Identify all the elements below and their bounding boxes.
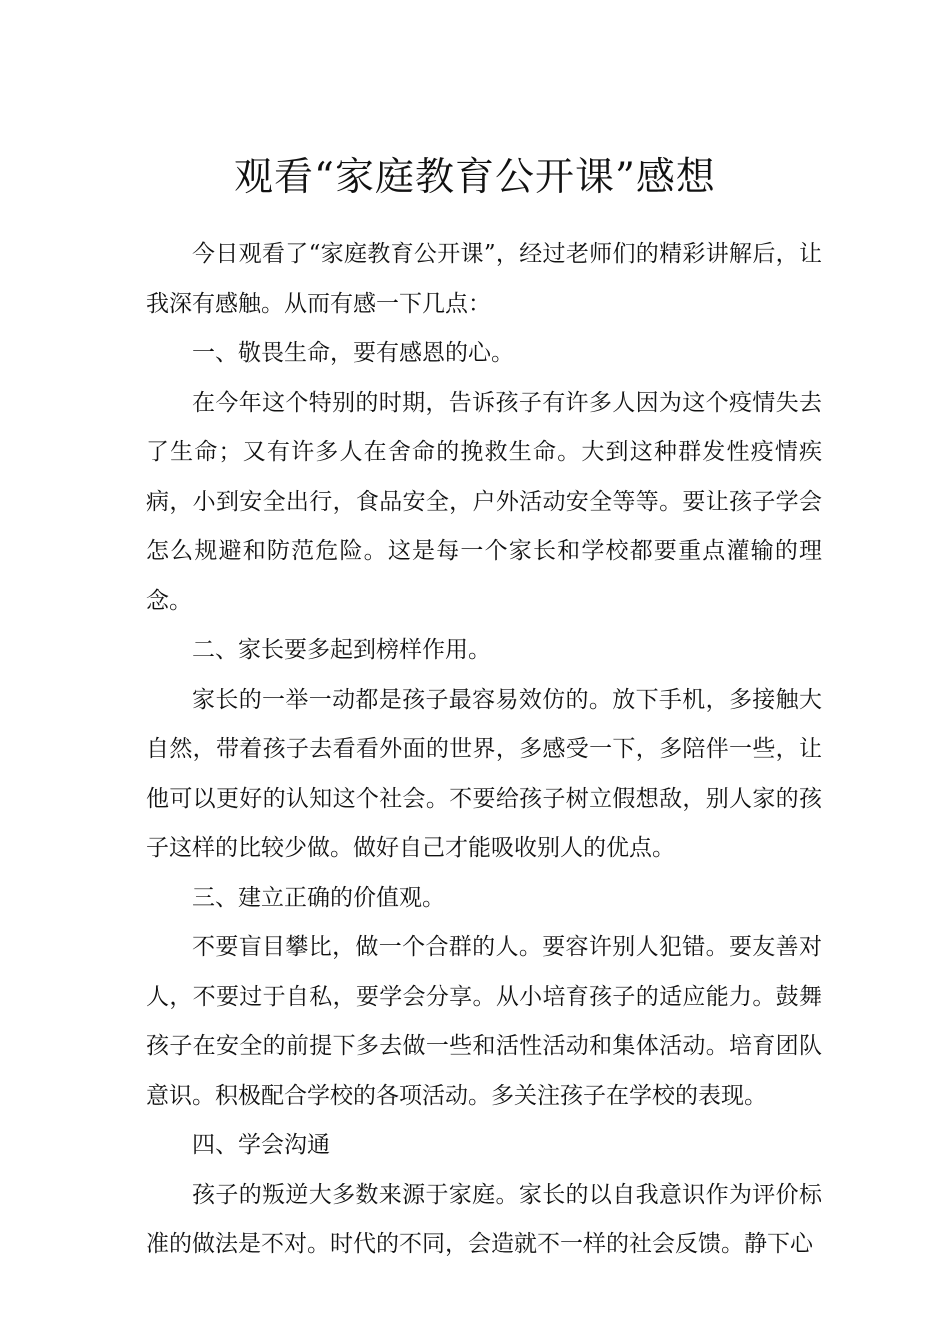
section-3-heading: 三、建立正确的价值观。 [192,884,445,911]
document-body [146,230,822,1270]
section-4-heading: 四、学会沟通 [192,1132,330,1158]
section-1-paragraph: 在今年这个特别的时期，告诉孩子有许多人因为这个疫情失去了生命；又有许多人在舍命的挽救生命。大到这种群发性疫情疾病，小到安全出行，食品安全，户外活动安全等等。要让孩子学会怎么规避和防范危险。这是每一个家长和学校都要重点灌输的理念。 [146,389,822,614]
document-title: 观看“家庭教育公开课”感想 [234,155,716,201]
intro-paragraph: 今日观看了“家庭教育公开课”，经过老师们的精彩讲解后，让我深有感触。从而有感一下几点： [146,241,822,317]
section-1-heading: 一、敬畏生命，要有感恩的心。 [192,340,514,366]
section-4-paragraph: 孩子的叛逆大多数来源于家庭。家长的以自我意识作为评价标准的做法是不对。时代的不同，会造就不一样的社会反馈。静下心 [146,1181,822,1257]
section-2-heading: 二、家长要多起到榜样作用。 [192,637,491,663]
section-2-paragraph: 家长的一举一动都是孩子最容易效仿的。放下手机，多接触大自然，带着孩子去看看外面的世界，多感受一下，多陪伴一些，让他可以更好的认知这个社会。不要给孩子树立假想敌，别人家的孩子这样的比较少做。做好自己才能吸收别人的优点。 [146,686,822,861]
section-3-paragraph: 不要盲目攀比，做一个合群的人。要容许别人犯错。要友善对人，不要过于自私，要学会分享。从小培育孩子的适应能力。鼓舞孩子在安全的前提下多去做一些和活性活动和集体活动。培育团队意识。积极配合学校的各项活动。多关注孩子在学校的表现。 [146,934,822,1109]
